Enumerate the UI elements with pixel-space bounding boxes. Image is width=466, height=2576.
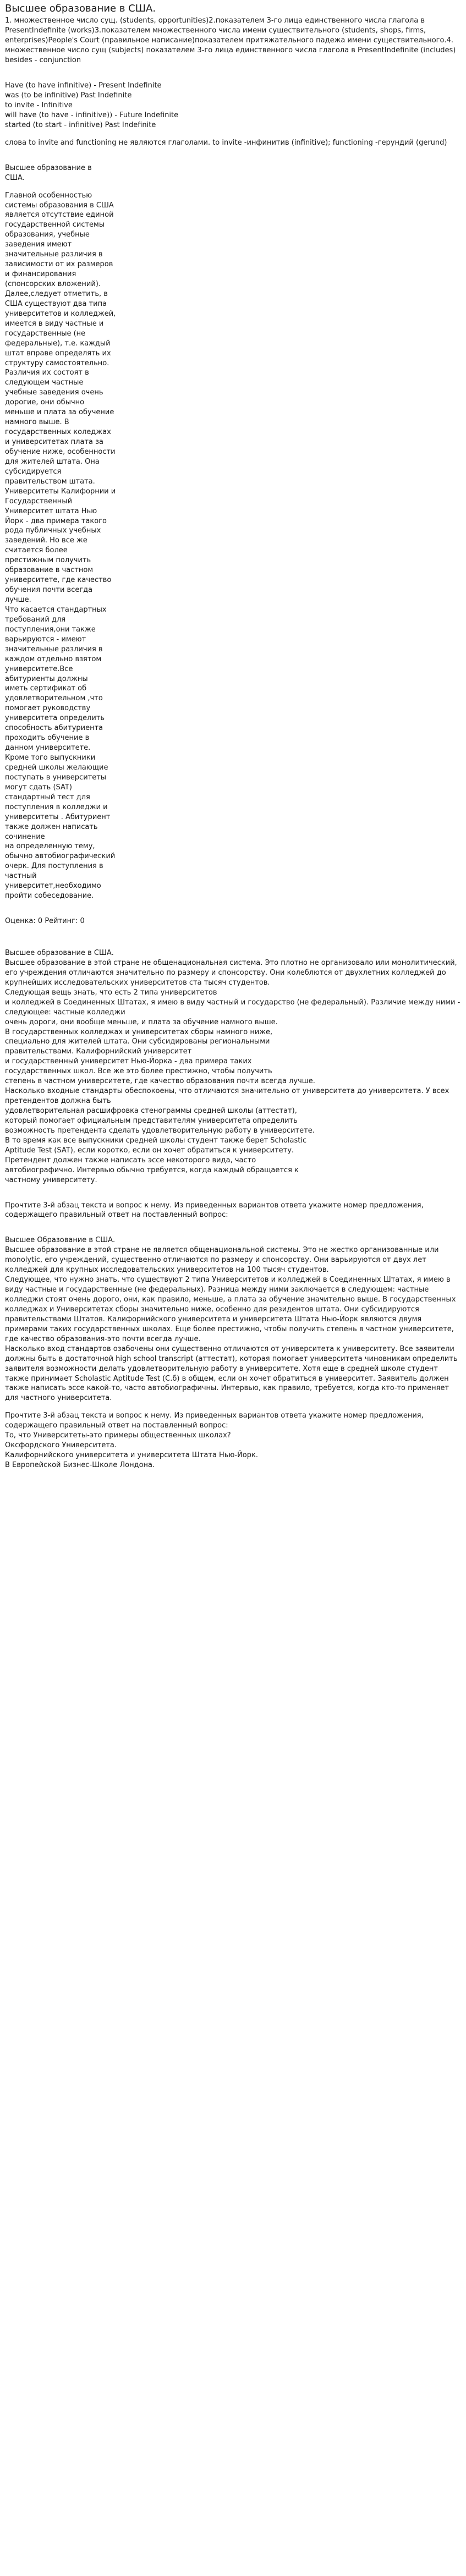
gerund-note: слова to invite and functioning не являются глаголами. to invite -инфинитив (infinitive); functioning -герундий (gerund) bbox=[5, 138, 447, 147]
section3-heading: Высшее Образование в США. bbox=[5, 1236, 116, 1245]
section2-heading: Высшее образование в США. bbox=[5, 949, 114, 958]
answer-option: Оксфордского Университета. bbox=[5, 1441, 117, 1450]
narrow-article: Главной особенностью системы образования в США является отсутствие единой государственной системы образования, учебные заведения имеют значительные различия в зависимости от их размеров и финансирования (спонсорских вложений). Далее,следует отметить, в США существуют два типа университетов и колледжей, имеется в виду частные и государственные (не федеральные), т.е. каждый штат вправе определять их структуру самостоятельно. Различия их состоят в следующем частные учебные заведения очень дорогие, они обычно меньше и плата за обучение намного выше. В государственных коледжах и университетах плата за обучение ниже, особенности для жителей штата. Она субсидируется правительством штата. Университеты Калифорнии и Государственный Университет штата Нью Йорк - два примера такого рода публичных учебных заведений. Но все же считается более престижным получить образование в частном университете, где качество обучения почти всегда лучше. Что касается стандартных требований для поступления,они также варьируются - имеют значительные различия в каждом отдельно взятом университете.Все абитуриенты должны иметь сертификат об удовлетворительном ,что помогает руководству университета определить способность абитуриента проходить обучение в данном университете. Кроме того выпускники средней школы желающие поступать в университеты могут сдать (SAT) стандартный тест для поступления в колледжи и университеты . Абитуриент также должен написать сочинение на определенную тему, обычно автобиографический очерк. Для поступления в частный университет,необходимо пройти собеседование. bbox=[5, 191, 116, 900]
spacer bbox=[5, 130, 461, 138]
page-title: Высшее образование в США. bbox=[5, 3, 156, 14]
narrow-heading: Высшее образование в США. bbox=[5, 163, 92, 182]
question: То, что Университеты-это примеры общественных школах? bbox=[5, 1431, 231, 1440]
spacer bbox=[5, 1403, 461, 1411]
tenses-list: Have (to have infinitive) - Present Indefinite was (to be infinitive) Past Indefinite to invite - Infinitive will have (to have - infinitive)) - Future Indefinite started (to start - infinitive) Past Indefinite bbox=[5, 81, 179, 129]
prompt-2: Прочтите 3-й абзац текста и вопрос к нему. Из приведенных вариантов ответа укажите номер предложения, содержащего правильный ответ на поставленный вопрос: bbox=[5, 1411, 424, 1430]
answer-option: Калифорнийского университета и университета Штата Нью-Йорк. bbox=[5, 1451, 259, 1460]
rating-line: Оценка: 0 Рейтинг: 0 bbox=[5, 917, 85, 926]
spacer bbox=[5, 1185, 461, 1201]
answer-option: В Европейской Бизнес-Школе Лондона. bbox=[5, 1461, 155, 1470]
prompt-1: Прочтите 3-й абзац текста и вопрос к нему. Из приведенных вариантов ответа укажите номер предложения, содержащего правильный ответ на поставленный вопрос: bbox=[5, 1201, 424, 1220]
spacer bbox=[5, 148, 461, 163]
spacer bbox=[5, 65, 461, 81]
spacer bbox=[5, 183, 461, 191]
spacer bbox=[5, 926, 461, 948]
section2-text: Высшее образование в этой стране не общенациональная система. Это плотно не организовало или монолитический, его учреждения отличаются значительно по размеру и спонсорству. Они колеблются от двухлетних колледжей до крупнейших исследовательских университетов ста тысяч студентов. Следующая вещь знать, что есть 2 типа университетов и колледжей в Соединенных Штатах, я имею в виду частный и государство (не федеральный). Различие между ними - следующее: частные колледжи очень дороги, они вообще меньше, и плата за обучение намного выше. В государственных колледжах и университетах сборы намного ниже, специально для жителей штата. Они субсидированы региональными правительствами. Калифорнийский университет и государственный университет Нью-Йорка - два примера таких государственных школ. Все же это более престижно, чтобы получить степень в частном университете, где качество образования почти всегда лучше. Насколько входные стандарты обеспокоены, что отличаются значительно от университета до университета. У всех претендентов должна быть удовлетворительная расшифровка стенограммы средней школы (аттестат), который помогает официальным представителям университета определить возможность претендента сделать удовлетворительную работу в университете. В то время как все выпускники средней школы студент также берет Scholastic Aptitude Test (SAT), если коротко, если он хочет обратиться к университету. Претендент должен также написать эссе некоторого вида, часто автобиографично. Интервью обычно требуется, когда каждый обращается к частному университету. bbox=[5, 958, 460, 1184]
section3-text: Высшее образование в этой стране не является общенациональной системы. Это не жестко организованные или monolytic, его учреждений, существенно отличаются по размеру и спонсорству. Они варьируются от двух лет колледжей для крупных исследовательских университетов на 100 тысяч студентов. Следующее, что нужно знать, что существуют 2 типа Университетов и колледжей в Соединенных Штатах, я имею в виду частные и государственные (не федеральных). Разница между ними заключается в следующем: частные колледжи стоят очень дорого, они, как правило, меньше, а плата за обучение значительно выше. В государственных колледжах и Университетах сборы значительно ниже, особенно для резидентов штата. Они субсидируются правительствами Штатов. Калифорнийского университета и университета Штата Нью-Йорк являются двумя примерами таких государственных школах. Еще более престижно, чтобы получить степень в частном университете, где качество образования-это почти всегда лучше. Насколько вход стандартов озабочены они существенно отличаются от университета к университету. Все заявители должны быть в достаточной high school transcript (аттестат), которая помогает университета чиновникам определить заявителя возможности делать удовлетворительную работу в университете. Хотя еще в средней школе студент также принимает Scholastic Aptitude Test (С.б) в общем, если он хочет обратиться в университет. Заявитель должен также написать эссе какой-то, часто автобиографичны. Интервью, как правило, требуется, когда кто-то применяет для частного университета. bbox=[5, 1246, 458, 1403]
spacer bbox=[5, 1220, 461, 1235]
spacer bbox=[5, 901, 461, 916]
grammar-note: 1. множественное число сущ. (students, opportunities)2.показателем 3-го лица единственного числа глагола в PresentIndefinite (works)3.показателем множественного числа имени существительного (students, shops, firms, enterprises)People's Court (правильное написание)показателем притяжательного падежа имени существительного.4. множественное число сущ (subjects) показателем 3-го лица единственного числа глагола в PresentIndefinite (includes) besides - conjunction bbox=[5, 17, 456, 65]
